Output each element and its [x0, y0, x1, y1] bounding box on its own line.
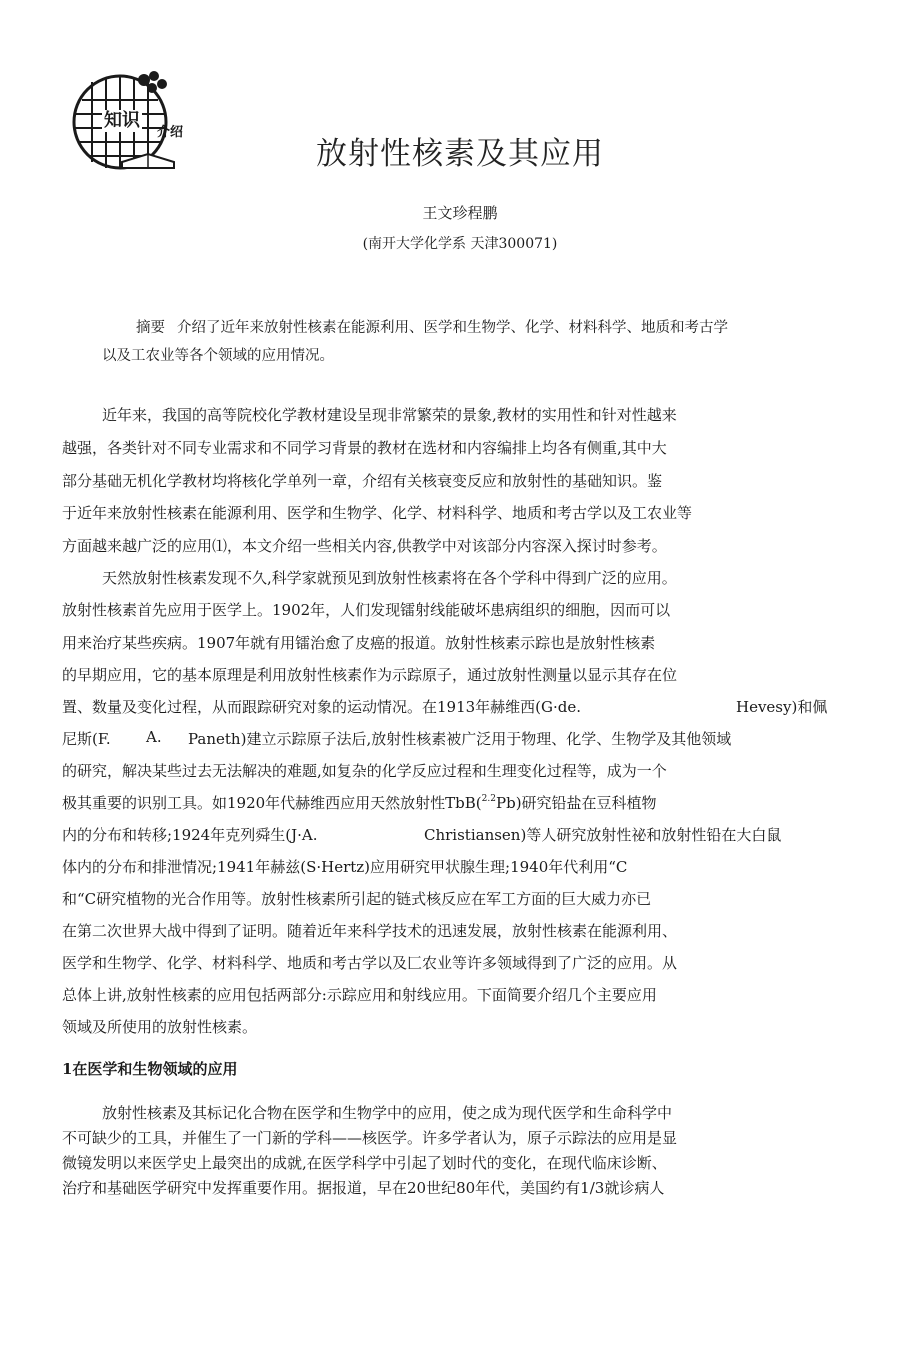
intro-line-13	[62, 792, 657, 813]
section-1-heading: 1在医学和生物领域的应用	[62, 1060, 238, 1078]
intro-line-10a: 置、数量及变化过程，从而跟踪研究对象的运动情况。在1913年赫维西(G·de.	[62, 698, 582, 716]
intro-line-12: 的研究，解决某些过去无法解决的难题,如复杂的化学反应过程和生理变化过程等，成为一个	[62, 762, 667, 780]
section-1-line-3: 微镜发明以来医学史上最突出的成就,在医学科学中引起了划时代的变化，在现代临床诊断、	[62, 1154, 667, 1172]
intro-line-1: 近年来，我国的高等院校化学教材建设呈现非常繁荣的景象,教材的实用性和针对性越来	[102, 406, 677, 424]
intro-line-13-superscript: 2.2	[481, 794, 496, 804]
article-title: 放射性核素及其应用	[316, 136, 604, 172]
intro-line-17: 在第二次世界大战中得到了证明。随着近年来科学技术的迅速发展，放射性核素在能源利用、	[62, 922, 678, 940]
intro-line-20: 领域及所使用的放射性核素。	[62, 1018, 258, 1036]
intro-line-4: 于近年来放射性核素在能源利用、医学和生物学、化学、材料科学、地质和考古学以及工农业等	[62, 504, 693, 522]
section-1-line-4: 治疗和基础医学研究中发挥重要作用。据报道，早在20世纪80年代，美国约有1/3就诊病人	[62, 1179, 665, 1197]
logo-text-main: 知识	[104, 110, 140, 131]
intro-line-2: 越强，各类针对不同专业需求和不同学习背景的教材在选材和内容编排上均各有侧重,其中大	[62, 439, 667, 457]
logo-text-side: 介绍	[156, 125, 184, 140]
intro-line-13b: Pb)研究铅盐在豆科植物	[496, 794, 657, 812]
abstract-label: 摘要	[136, 320, 165, 336]
intro-line-11a: 尼斯(F.	[62, 730, 111, 748]
intro-line-11c: Paneth)建立示踪原子法后,放射性核素被广泛用于物理、化学、生物学及其他领域	[188, 730, 732, 748]
intro-line-7: 放射性核素首先应用于医学上。1902年，人们发现镭射线能破坏患病组织的细胞，因而可以	[62, 601, 671, 619]
intro-line-14a: 内的分布和转移;1924年克列舜生(J·A.	[62, 826, 318, 844]
intro-line-5: 方面越来越广泛的应用⑴，本文介绍一些相关内容,供教学中对该部分内容深入探讨时参考。	[62, 537, 667, 555]
intro-line-3: 部分基础无机化学教材均将核化学单列一章，介绍有关核衰变反应和放射性的基础知识。鉴	[62, 472, 663, 490]
intro-line-19: 总体上讲,放射性核素的应用包括两部分:示踪应用和射线应用。下面简要介绍几个主要应用	[62, 986, 657, 1004]
intro-line-11b: A.	[146, 728, 162, 746]
intro-line-13a: 极其重要的识别工具。如1920年代赫维西应用天然放射性TbB(	[62, 794, 482, 812]
intro-line-18: 医学和生物学、化学、材料科学、地质和考古学以及匚农业等许多领域得到了广泛的应用。从	[62, 954, 678, 972]
article-affiliation: (南开大学化学系 天津300071)	[362, 236, 558, 252]
intro-line-8: 用来治疗某些疾病。1907年就有用镭治愈了皮癌的报道。放射性核素示踪也是放射性核素	[62, 634, 656, 652]
section-1-line-1: 放射性核素及其标记化合物在医学和生物学中的应用，使之成为现代医学和生命科学中	[102, 1104, 673, 1122]
intro-line-10b: Hevesy)和佩	[736, 698, 828, 716]
article-authors: 王文珍程鹏	[422, 204, 498, 222]
abstract-line-2: 以及工农业等各个领域的应用情况。	[102, 348, 334, 364]
section-1-line-2: 不可缺少的工具，并催生了一门新的学科——核医学。许多学者认为，原子示踪法的应用是显	[62, 1129, 678, 1147]
abstract-line-1: 介绍了近年来放射性核素在能源利用、医学和生物学、化学、材料科学、地质和考古学	[177, 320, 728, 336]
intro-line-9: 的早期应用，它的基本原理是利用放射性核素作为示踪原子，通过放射性测量以显示其存在位	[62, 666, 678, 684]
intro-line-6: 天然放射性核素发现不久,科学家就预见到放射性核素将在各个学科中得到广泛的应用。	[102, 569, 677, 587]
abstract	[102, 314, 812, 370]
intro-line-14b: Christiansen)等人研究放射性祕和放射性铅在大白鼠	[424, 826, 782, 844]
intro-line-16: 和“C研究植物的光合作用等。放射性核素所引起的链式核反应在军工方面的巨大威力亦已	[62, 890, 652, 908]
intro-line-15: 体内的分布和排泄情况;1941年赫兹(S·Hertz)应用研究甲状腺生理;1940年代利用“C	[62, 858, 628, 876]
